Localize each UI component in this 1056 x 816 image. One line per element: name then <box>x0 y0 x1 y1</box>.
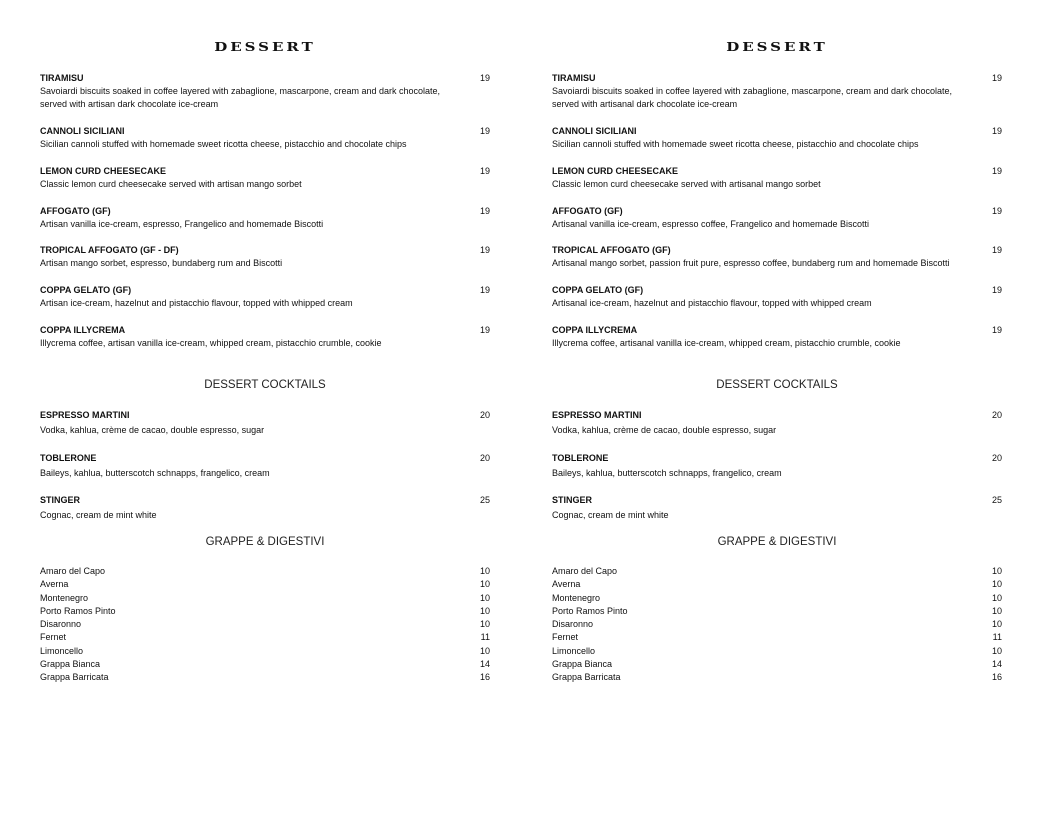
item-price: 19 <box>479 73 490 83</box>
item-name: CANNOLI SICILIANI <box>552 126 637 136</box>
item-description: Artisan vanilla ice-cream, espresso, Frangelico and homemade Biscotti <box>40 219 324 229</box>
item-name: Grappa Barricata <box>552 672 621 682</box>
cocktail-item <box>552 409 1002 437</box>
item-name: Montenegro <box>552 592 601 603</box>
cocktail-item <box>552 494 1002 522</box>
menu-item <box>40 284 490 310</box>
digestivi-list <box>552 565 1002 684</box>
item-price: 10 <box>991 579 1002 590</box>
item-price: 10 <box>479 566 490 576</box>
item-name: Limoncello <box>552 645 596 656</box>
item-name: Disaronno <box>552 619 594 629</box>
item-name: AFFOGATO (GF) <box>40 206 111 216</box>
item-name: Averna <box>552 579 581 590</box>
list-item <box>40 631 490 644</box>
item-price: 10 <box>991 592 1002 603</box>
item-description: Illycrema coffee, artisan vanilla ice-cream, whipped cream, pistacchio crumble, cookie <box>40 338 382 348</box>
item-name: TIRAMISU <box>552 73 596 83</box>
list-item <box>552 658 1002 671</box>
item-description: Artisan ice-cream, hazelnut and pistacchio flavour, topped with whipped cream <box>40 298 353 308</box>
item-description: Artisanal vanilla ice-cream, espresso coffee, Frangelico and homemade Biscotti <box>552 219 869 229</box>
list-item <box>40 592 490 605</box>
list-item <box>552 605 1002 618</box>
menu-item <box>40 125 490 151</box>
item-name: TROPICAL AFFOGATO (GF) <box>552 245 671 255</box>
item-name: Porto Ramos Pinto <box>40 605 116 616</box>
list-item <box>552 578 1002 591</box>
list-item <box>40 618 490 631</box>
item-price: 20 <box>991 410 1002 420</box>
item-price: 19 <box>991 285 1002 295</box>
item-name: Grappa Bianca <box>40 658 101 669</box>
item-price: 10 <box>991 645 1002 656</box>
dessert-title: DESSERT <box>214 39 316 55</box>
menu-item <box>552 125 1002 151</box>
item-name: Averna <box>40 579 69 590</box>
list-item <box>552 618 1002 631</box>
item-name: Grappa Barricata <box>40 672 109 682</box>
list-item <box>552 565 1002 578</box>
item-price: 19 <box>991 126 1002 136</box>
item-price: 25 <box>479 495 490 505</box>
item-description: Sicilian cannoli stuffed with homemade sweet ricotta cheese, pistacchio and chocolate chips <box>40 139 407 149</box>
list-item <box>40 658 490 671</box>
item-name: ESPRESSO MARTINI <box>552 410 642 420</box>
item-price: 20 <box>991 453 1002 463</box>
digestivi-list <box>40 565 490 684</box>
cocktail-item <box>40 409 490 437</box>
item-price: 19 <box>479 126 490 136</box>
digestivi-title: GRAPPE & DIGESTIVI <box>205 536 325 548</box>
item-description: Sicilian cannoli stuffed with homemade sweet ricotta cheese, pistacchio and chocolate chips <box>552 139 919 149</box>
list-item <box>552 631 1002 644</box>
item-price: 10 <box>991 566 1002 576</box>
item-price: 20 <box>479 453 490 463</box>
digestivi-title: GRAPPE & DIGESTIVI <box>717 536 837 548</box>
item-name: Disaronno <box>40 619 82 629</box>
item-price: 19 <box>991 73 1002 83</box>
item-description: Baileys, kahlua, butterscotch schnapps, frangelico, cream <box>552 468 782 478</box>
item-description: Vodka, kahlua, crème de cacao, double espresso, sugar <box>552 425 777 435</box>
item-name: COPPA ILLYCREMA <box>552 325 638 335</box>
item-description: Artisan mango sorbet, espresso, bundaberg rum and Biscotti <box>40 258 283 268</box>
item-name: Amaro del Capo <box>552 566 618 576</box>
cocktail-item <box>40 452 490 480</box>
item-price: 20 <box>479 410 490 420</box>
item-name: Porto Ramos Pinto <box>552 605 628 616</box>
menu-item <box>40 324 490 350</box>
item-description: Baileys, kahlua, butterscotch schnapps, frangelico, cream <box>40 468 270 478</box>
item-name: AFFOGATO (GF) <box>552 206 623 216</box>
list-item <box>40 605 490 618</box>
menu-page-right <box>552 0 1002 816</box>
item-price: 14 <box>991 658 1002 669</box>
item-name: COPPA GELATO (GF) <box>552 285 644 295</box>
item-name: COPPA ILLYCREMA <box>40 325 126 335</box>
item-name: Fernet <box>40 632 67 643</box>
dessert-title: DESSERT <box>726 39 828 55</box>
item-name: Amaro del Capo <box>40 566 106 576</box>
menu-item <box>552 165 1002 191</box>
item-price: 11 <box>992 632 1002 643</box>
item-name: COPPA GELATO (GF) <box>40 285 132 295</box>
item-description: Savoiardi biscuits soaked in coffee layered with zabaglione, mascarpone, cream and dark chocolate, served with artisanal dark chocolate ice-cream <box>552 86 953 110</box>
item-price: 10 <box>479 579 490 590</box>
item-price: 16 <box>479 672 490 682</box>
list-item <box>552 592 1002 605</box>
list-item <box>552 671 1002 684</box>
item-price: 10 <box>479 592 490 603</box>
item-price: 11 <box>480 632 490 643</box>
menu-item <box>552 324 1002 350</box>
item-price: 19 <box>479 285 490 295</box>
cocktail-item <box>552 452 1002 480</box>
menu-item <box>40 205 490 231</box>
item-description: Savoiardi biscuits soaked in coffee layered with zabaglione, mascarpone, cream and dark chocolate, served with artisan dark chocolate ice-cream <box>40 86 441 110</box>
cocktails-title: DESSERT COCKTAILS <box>716 379 838 391</box>
item-name: LEMON CURD CHEESECAKE <box>40 166 167 176</box>
item-price: 10 <box>479 605 490 616</box>
item-price: 19 <box>479 245 490 255</box>
item-name: CANNOLI SICILIANI <box>40 126 125 136</box>
item-description: Vodka, kahlua, crème de cacao, double espresso, sugar <box>40 425 265 435</box>
cocktails-title: DESSERT COCKTAILS <box>204 379 326 391</box>
item-price: 19 <box>479 325 490 335</box>
item-price: 19 <box>991 325 1002 335</box>
item-price: 19 <box>479 206 490 216</box>
item-price: 10 <box>479 645 490 656</box>
item-price: 10 <box>479 619 490 629</box>
item-name: Montenegro <box>40 592 89 603</box>
menu-item <box>552 284 1002 310</box>
menu-page-left <box>40 0 490 816</box>
item-price: 19 <box>991 245 1002 255</box>
menu-item <box>552 205 1002 231</box>
menu-item <box>552 244 1002 270</box>
item-price: 10 <box>991 605 1002 616</box>
item-name: Limoncello <box>40 645 84 656</box>
list-item <box>40 671 490 684</box>
menu-item <box>40 165 490 191</box>
item-description: Cognac, cream de mint white <box>552 510 669 520</box>
item-price: 19 <box>991 166 1002 176</box>
item-name: TROPICAL AFFOGATO (GF - DF) <box>40 245 179 255</box>
item-name: ESPRESSO MARTINI <box>40 410 130 420</box>
item-description: Artisanal ice-cream, hazelnut and pistacchio flavour, topped with whipped cream <box>552 298 872 308</box>
item-name: LEMON CURD CHEESECAKE <box>552 166 679 176</box>
item-price: 16 <box>991 672 1002 682</box>
list-item <box>40 578 490 591</box>
item-name: Fernet <box>552 632 579 643</box>
menu-item <box>552 72 1002 112</box>
item-description: Classic lemon curd cheesecake served with artisan mango sorbet <box>40 179 302 189</box>
menu-item <box>40 72 490 112</box>
item-price: 19 <box>991 206 1002 216</box>
item-name: STINGER <box>552 495 593 505</box>
item-description: Cognac, cream de mint white <box>40 510 157 520</box>
item-description: Illycrema coffee, artisanal vanilla ice-cream, whipped cream, pistacchio crumble, cookie <box>552 338 901 348</box>
item-description: Classic lemon curd cheesecake served with artisanal mango sorbet <box>552 179 821 189</box>
menu-item <box>40 244 490 270</box>
item-price: 25 <box>991 495 1002 505</box>
item-description: Artisanal mango sorbet, passion fruit pure, espresso coffee, bundaberg rum and homemade Biscotti <box>552 258 950 268</box>
item-price: 14 <box>479 658 490 669</box>
list-item <box>40 645 490 658</box>
item-name: STINGER <box>40 495 81 505</box>
item-price: 10 <box>991 619 1002 629</box>
item-name: TOBLERONE <box>552 453 609 463</box>
cocktail-item <box>40 494 490 522</box>
item-name: TOBLERONE <box>40 453 97 463</box>
list-item <box>552 645 1002 658</box>
item-price: 19 <box>479 166 490 176</box>
list-item <box>40 565 490 578</box>
item-name: Grappa Bianca <box>552 658 613 669</box>
item-name: TIRAMISU <box>40 73 84 83</box>
